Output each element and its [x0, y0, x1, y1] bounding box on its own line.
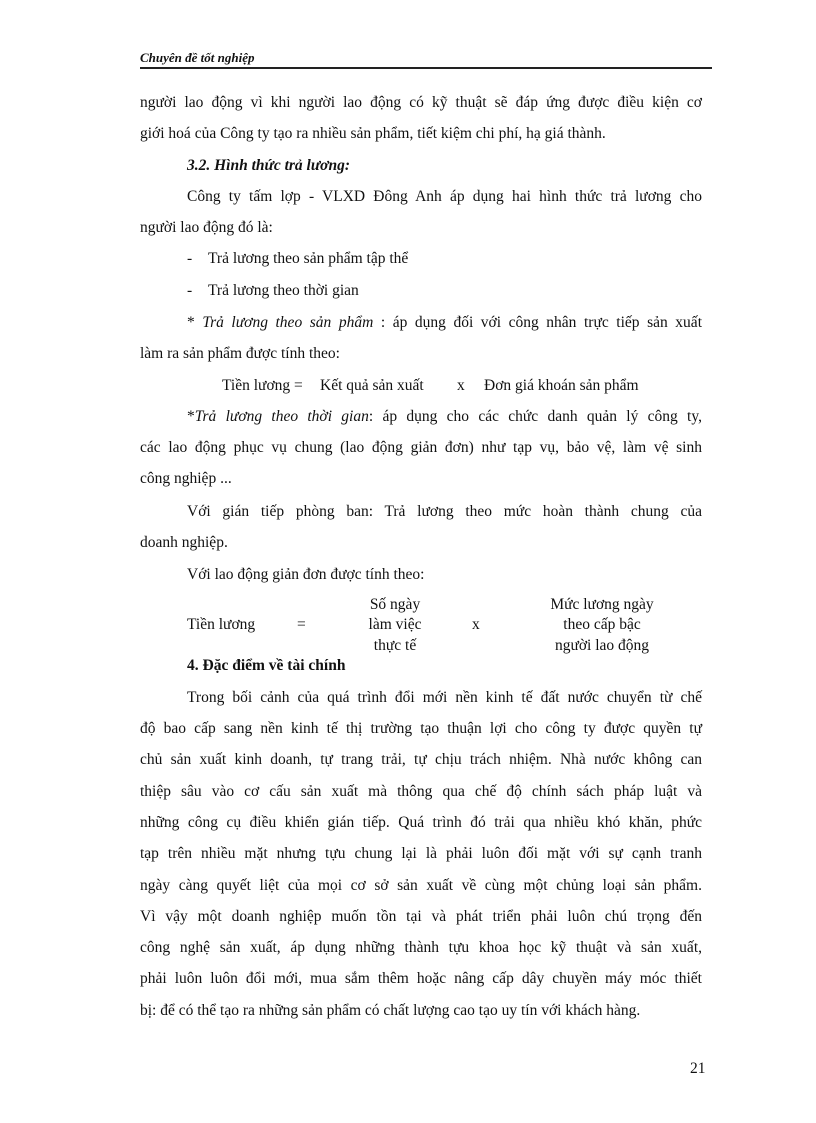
paragraph-line: Vì vậy một doanh nghiệp muốn tồn tại và phát triển phải luôn chú trọng đến [140, 908, 702, 925]
time-rate-text: : áp dụng cho các chức danh quản lý công ty, [368, 408, 702, 425]
paragraph-line: chủ sản xuất kinh doanh, tự trang trải, tự chịu trách nhiệm. Nhà nước không can [140, 751, 702, 768]
piece-rate-text: : áp dụng đối với công nhân trực tiếp sản xuất [373, 314, 702, 331]
section-heading-3-2: 3.2. Hình thức trả lương: [187, 157, 350, 174]
formula-2-term-a-line3: thực tế [373, 637, 417, 654]
formula-1-times: x [457, 377, 465, 394]
paragraph-line: Với lao động giản đơn được tính theo: [187, 566, 425, 583]
formula-1-term-b: Đơn giá khoán sản phẩm [484, 377, 639, 394]
bullet-dash: - [187, 250, 193, 267]
time-rate-star: * [187, 408, 195, 425]
paragraph-line: ngày càng quyết liệt của mọi cơ sở sản xuất về cùng một chủng loại sản phẩm. [140, 877, 702, 894]
bullet-item-2: Trả lương theo thời gian [208, 282, 359, 299]
paragraph-line: giới hoá của Công ty tạo ra nhiều sản phẩm, tiết kiệm chi phí, hạ giá thành. [140, 125, 606, 142]
paragraph-line: độ bao cấp sang nền kinh tế thị trường tạo thuận lợi cho công ty được quyền tự [140, 720, 702, 737]
header-divider [140, 67, 712, 69]
formula-2-times: x [472, 616, 480, 633]
page-header-title: Chuyên đề tốt nghiệp [140, 50, 255, 65]
time-rate-line [187, 407, 702, 427]
paragraph-line: tạp trên nhiều mặt nhưng tựu chung lại là phải luôn đối mặt với sự cạnh tranh [140, 845, 702, 862]
paragraph-line: Trong bối cảnh của quá trình đổi mới nền kinh tế đất nước chuyển từ chế [187, 689, 702, 706]
formula-1-left: Tiền lương = [222, 377, 303, 394]
formula-2-term-b-line3: người lao động [554, 637, 650, 654]
paragraph-line: phải luôn luôn đổi mới, mua sắm thêm hoặc nâng cấp dây chuyền máy móc thiết [140, 970, 702, 987]
piece-rate-star: * [187, 314, 203, 331]
formula-1-term-a: Kết quả sản xuất [320, 377, 424, 394]
section-heading-4: 4. Đặc điểm về tài chính [187, 657, 346, 674]
bullet-item-1: Trả lương theo sản phẩm tập thể [208, 250, 409, 267]
paragraph-line: doanh nghiệp. [140, 534, 228, 551]
paragraph-line: công nghệ sản xuất, áp dụng những thành tựu khoa học kỹ thuật và sản xuất, [140, 939, 702, 956]
paragraph-line: những công cụ điều khiển gián tiếp. Quá trình đó trải qua nhiều khó khăn, phức [140, 814, 702, 831]
piece-rate-label: Trả lương theo sản phẩm [202, 314, 374, 331]
page-number: 21 [690, 1060, 706, 1077]
paragraph-line: người lao động vì khi người lao động có kỹ thuật sẽ đáp ứng được điều kiện cơ [140, 94, 702, 111]
time-rate-label: Trả lương theo thời gian [194, 408, 369, 425]
paragraph-line: Với gián tiếp phòng ban: Trả lương theo mức hoàn thành chung của [187, 503, 702, 520]
paragraph-line: làm ra sản phẩm được tính theo: [140, 345, 340, 362]
paragraph-line: công nghiệp ... [140, 470, 232, 487]
formula-2-term-b-line2: theo cấp bậc [563, 616, 641, 633]
paragraph-line: bị: để có thể tạo ra những sản phẩm có chất lượng cao tạo uy tín với khách hàng. [140, 1002, 641, 1019]
formula-2-term-a-line1: Số ngày [369, 596, 421, 613]
paragraph-line: các lao động phục vụ chung (lao động giản đơn) như tạp vụ, bảo vệ, làm vệ sinh [140, 439, 702, 456]
paragraph-line: thiệp sâu vào cơ cấu sản xuất mà thông qua chế độ chính sách pháp luật và [140, 783, 702, 800]
bullet-dash: - [187, 282, 193, 299]
formula-2-equals: = [297, 616, 306, 633]
piece-rate-line [187, 313, 702, 333]
formula-2-term-b-line1: Mức lương ngày [550, 596, 654, 613]
formula-2-left: Tiền lương [187, 616, 256, 633]
paragraph-line: Công ty tấm lợp - VLXD Đông Anh áp dụng hai hình thức trả lương cho [187, 188, 702, 205]
paragraph-line: người lao động đó là: [140, 219, 273, 236]
formula-2-term-a-line2: làm việc [368, 616, 422, 633]
